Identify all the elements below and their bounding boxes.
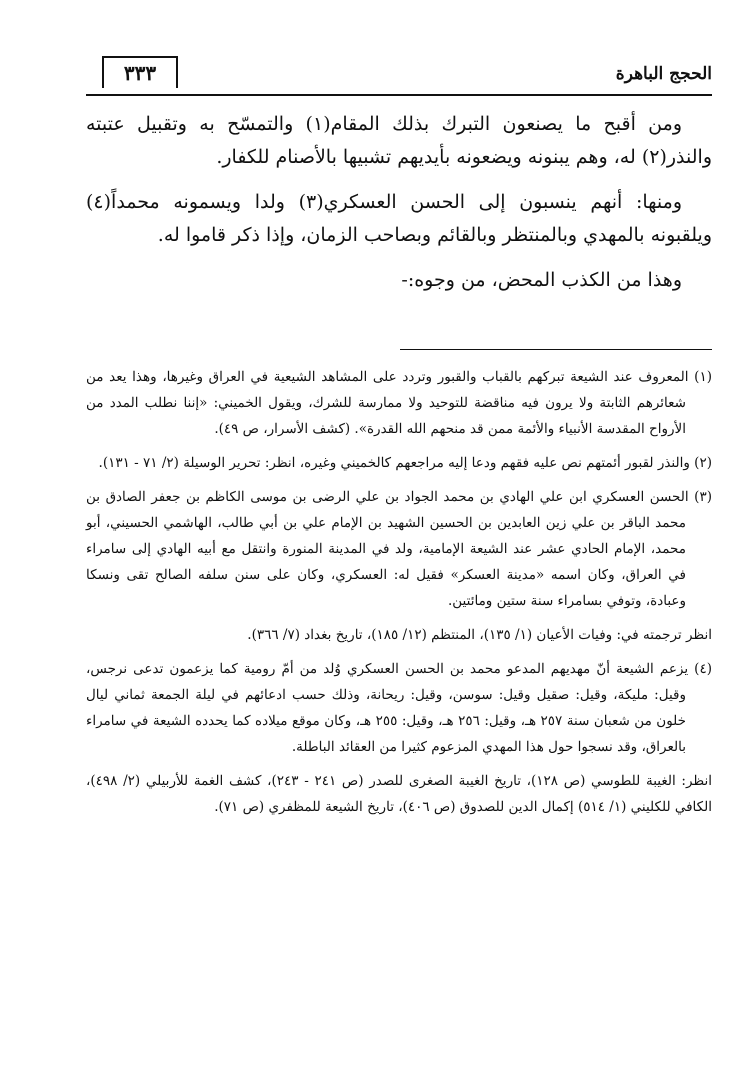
footnote-4: (٤) يزعم الشيعة أنّ مهديهم المدعو محمد بن الحسن العسكري وُلد من أمّ رومية كما يزعمون تدعى نرجس، وقيل: مليكة، وقيل: صقيل وقيل: سوسن، وقيل: ريحانة، وذلك حسب ادعائهم في ليلة الجمعة ثماني ليال خلون من شعبان سنة ٢٥٧ هـ، وقيل: ٢٥٦ هـ، وقيل: ٢٥٥ هـ، وكان موقع ميلاده كما يحدده الشيعة في سامراء بالعراق، وقد نسجوا حول هذا المهدي المزعوم كثيرا من العقائد الباطلة. xyxy=(86,661,712,755)
footnote-3: (٣) الحسن العسكري ابن علي الهادي بن محمد الجواد بن علي الرضى بن موسى الكاظم بن جعفر الصادق بن محمد الباقر بن علي زين العابدين بن الحسين الشهيد بن الإمام علي بن أبي طالب، الهاشمي الحسيني، أبو محمد، الإمام الحادي عشر عند الشيعة الإمامية، ولد في المدينة المنورة وانتقل مع أبيه الهادي إلى سامراء في العراق، وكان اسمه «مدينة العسكر» فقيل له: العسكري، وكان على سنن سلفه الصالح تقى ونسكا وعبادة، وتوفي بسامراء سنة ستين ومائتين. xyxy=(86,489,712,609)
footnote-1: (١) المعروف عند الشيعة تبركهم بالقباب والقبور وتردد على المشاهد الشيعية في العراق وغيرها، وهذا يعد من شعائرهم الثابتة ولا يرون فيه مناقضة للتوحيد ولا ممارسة للشرك، ويقول الخميني: «إننا نطلب المدد من الأرواح المقدسة الأنبياء والأئمة ممن قد منحهم الله القدرة». (كشف الأسرار، ص ٤٩). xyxy=(86,369,712,437)
footnote-3-sources: انظر ترجمته في: وفيات الأعيان (١/ ١٣٥)، المنتظم (١٢/ ١٨٥)، تاريخ بغداد (٧/ ٣٦٦). xyxy=(247,627,712,643)
page-header xyxy=(86,56,712,96)
footnotes xyxy=(86,364,712,828)
body-paragraph-1: ومن أقبح ما يصنعون التبرك بذلك المقام(١) والتمسّح به وتقبيل عتبته والنذر(٢) له، وهم يبنونه ويضعونه بأيديهم تشبيها بالأصنام للكفار. xyxy=(86,113,712,168)
main-text xyxy=(86,108,712,309)
book-title: الحجج الباهرة xyxy=(615,64,712,84)
footnote-2: (٢) والنذر لقبور أئمتهم نص عليه فقهم ودعا إليه مراجعهم كالخميني وغيره، انظر: تحرير الوسيلة (٢/ ٧١ - ١٣١). xyxy=(98,455,712,471)
body-paragraph-3: وهذا من الكذب المحض، من وجوه:- xyxy=(401,269,682,291)
body-paragraph-2: ومنها: أنهم ينسبون إلى الحسن العسكري(٣) ولدا ويسمونه محمداً(٤) ويلقبونه بالمهدي وبالمنتظر وبالقائم وبصاحب الزمان، وإذا ذكر قاموا له. xyxy=(86,191,712,246)
page-number: ٣٣٣ xyxy=(102,56,178,88)
footnote-separator xyxy=(400,349,712,350)
footnote-4-sources: انظر: الغيبة للطوسي (ص ١٢٨)، تاريخ الغيبة الصغرى للصدر (ص ٢٤١ - ٢٤٣)، كشف الغمة للأربيلي (٢/ ٤٩٨)، الكافي للكليني (١/ ٥١٤) إكمال الدين للصدوق (ص ٤٠٦)، تاريخ الشيعة للمظفري (ص ٧١). xyxy=(86,773,712,815)
